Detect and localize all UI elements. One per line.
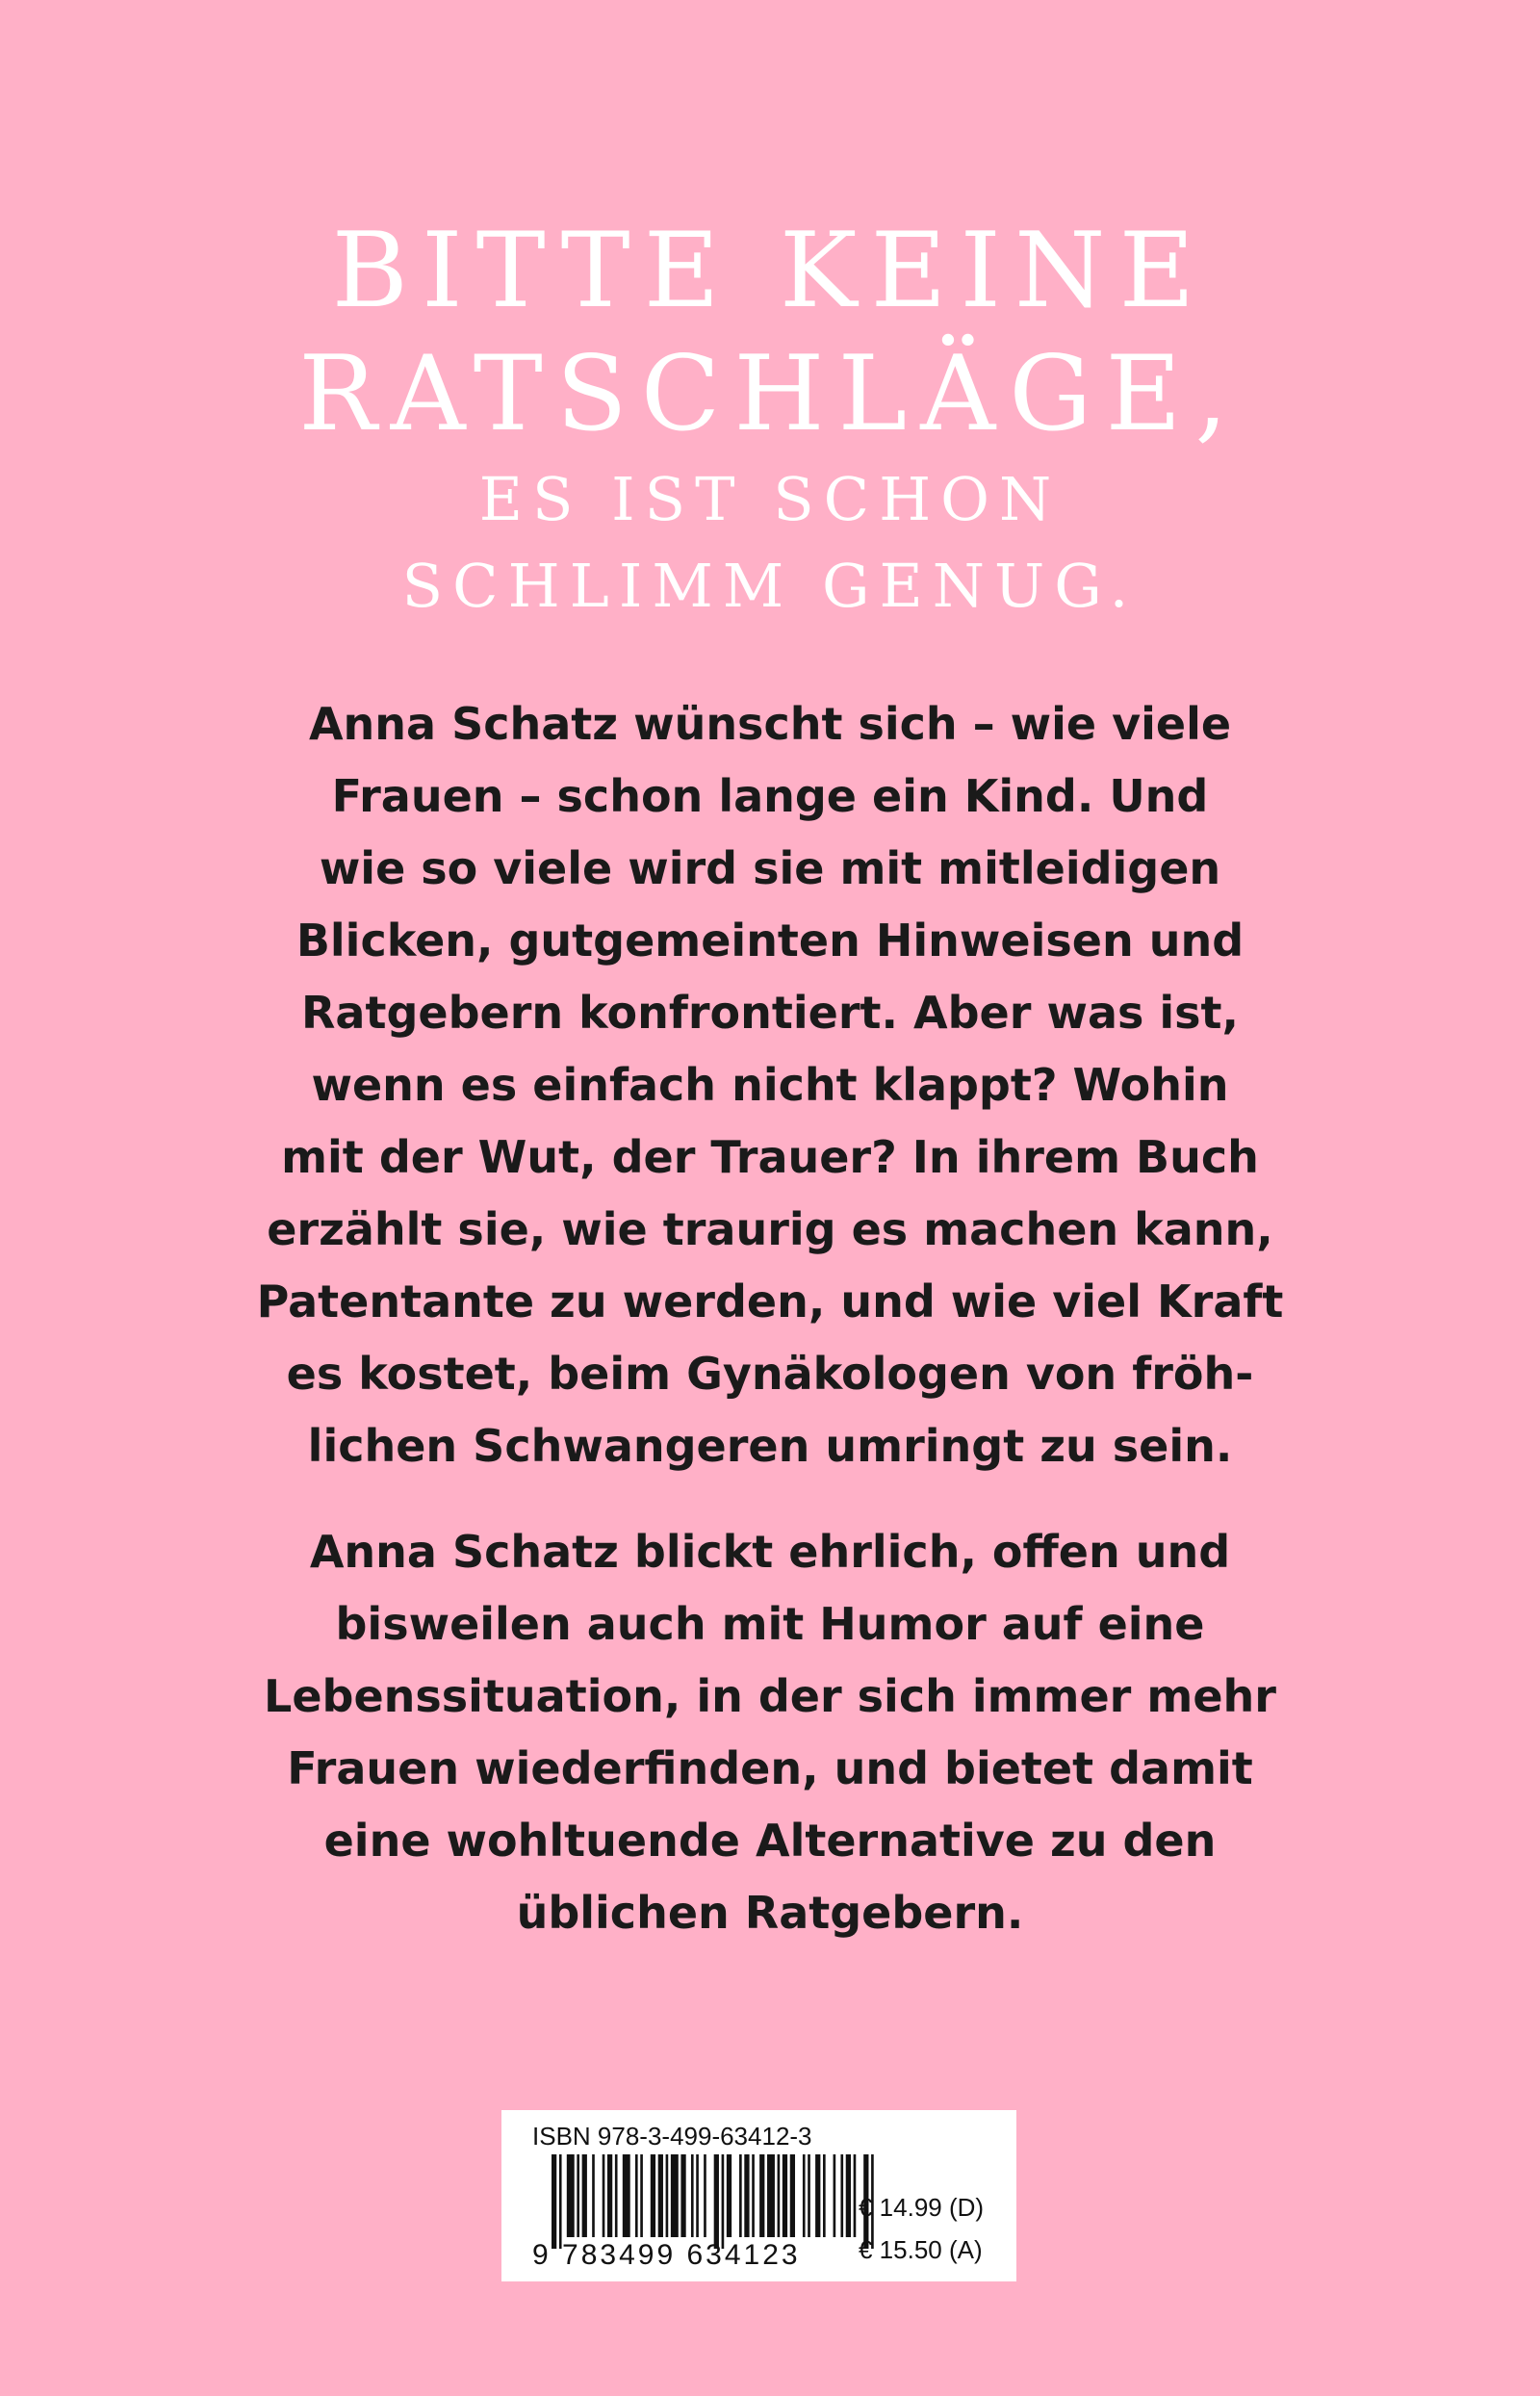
barcode-bar	[559, 2154, 562, 2249]
barcode-bar	[727, 2154, 732, 2237]
blurb-line: es kostet, beim Gynäkologen von fröh-	[286, 1348, 1254, 1400]
barcode-bar	[696, 2154, 699, 2237]
blurb-line: Frauen wiederfinden, und bietet damit	[287, 1742, 1253, 1794]
blurb-line: wenn es einfach nicht klappt? Wohin	[311, 1059, 1229, 1111]
barcode-bar	[739, 2154, 742, 2237]
barcode-bar	[623, 2154, 630, 2237]
blurb-paragraph-2	[192, 1516, 1348, 1949]
blurb-line: eine wohltuende Alternative zu den	[323, 1815, 1217, 1867]
barcode-bar	[846, 2154, 851, 2237]
barcode-bar	[552, 2154, 556, 2249]
blurb-line: Frauen – schon lange ein Kind. Und	[331, 770, 1209, 822]
blurb-line: lichen Schwangeren umringt zu sein.	[307, 1420, 1233, 1472]
barcode-bar	[640, 2154, 643, 2237]
barcode-bar	[752, 2154, 755, 2237]
blurb-line: Anna Schatz wünscht sich – wie viele	[308, 698, 1232, 750]
barcode-bar	[582, 2154, 587, 2237]
price-austria: € 15.50 (A)	[859, 2235, 983, 2264]
barcode-bar	[790, 2154, 795, 2237]
blurb-line: Lebenssituation, in der sich immer mehr	[264, 1670, 1276, 1722]
barcode-bar	[778, 2154, 781, 2237]
barcode-bar	[615, 2154, 618, 2237]
blurb-line: Ratgebern konfrontiert. Aber was ist,	[301, 987, 1239, 1039]
barcode-bar	[744, 2154, 749, 2237]
barcode-bar	[803, 2154, 806, 2237]
barcode-bar	[834, 2154, 836, 2237]
barcode-bar	[671, 2154, 679, 2237]
barcode-bar	[808, 2154, 810, 2237]
barcode-bar	[840, 2154, 843, 2237]
blurb-paragraph-1	[192, 688, 1348, 1482]
blurb-line: Blicken, gutgemeinten Hinweisen und	[295, 915, 1245, 966]
barcode-bar	[607, 2154, 612, 2237]
barcode-icon	[552, 2154, 879, 2249]
barcode-bar	[722, 2154, 725, 2249]
price-germany: € 14.99 (D)	[859, 2193, 985, 2222]
blurb-line: mit der Wut, der Trauer? In ihrem Buch	[281, 1131, 1259, 1183]
headline-line-4: SCHLIMM GENUG.	[401, 551, 1139, 621]
headline-line-3: ES IST SCHON	[478, 464, 1062, 534]
barcode-bar	[567, 2154, 575, 2237]
blurb-line: wie so viele wird sie mit mitleidigen	[319, 842, 1221, 894]
isbn-barcode-label	[501, 2110, 1016, 2281]
blurb-line: Patentante zu werden, und wie viel Kraft	[256, 1275, 1284, 1327]
blurb-line: erzählt sie, wie traurig es machen kann,	[267, 1203, 1273, 1255]
blurb-line: Anna Schatz blickt ehrlich, offen und	[309, 1526, 1231, 1578]
barcode-bar	[767, 2154, 775, 2237]
barcode-bar	[680, 2154, 685, 2237]
barcode-bar	[783, 2154, 787, 2237]
barcode-bar	[635, 2154, 638, 2237]
ean-digits: 9 783499 634123	[532, 2239, 801, 2271]
barcode-bar	[854, 2154, 857, 2237]
blurb-line: üblichen Ratgebern.	[516, 1887, 1024, 1939]
barcode-bar	[651, 2154, 655, 2237]
headline-line-2: RATSCHLÄGE,	[298, 334, 1242, 454]
barcode-bar	[577, 2154, 579, 2237]
barcode-bar	[691, 2154, 694, 2237]
isbn-number: ISBN 978-3-499-63412-3	[532, 2122, 812, 2151]
headline-line-1: BITTE KEINE	[331, 211, 1209, 331]
barcode-bar	[592, 2154, 595, 2237]
barcode-bar	[603, 2154, 605, 2237]
barcode-bar	[714, 2154, 719, 2249]
barcode-bar	[704, 2154, 706, 2237]
barcode-bar	[666, 2154, 669, 2237]
barcode-bar	[823, 2154, 826, 2237]
barcode-bar	[658, 2154, 663, 2237]
blurb-line: bisweilen auch mit Humor auf eine	[335, 1598, 1205, 1650]
barcode-bar	[815, 2154, 820, 2237]
barcode-bar	[759, 2154, 764, 2237]
